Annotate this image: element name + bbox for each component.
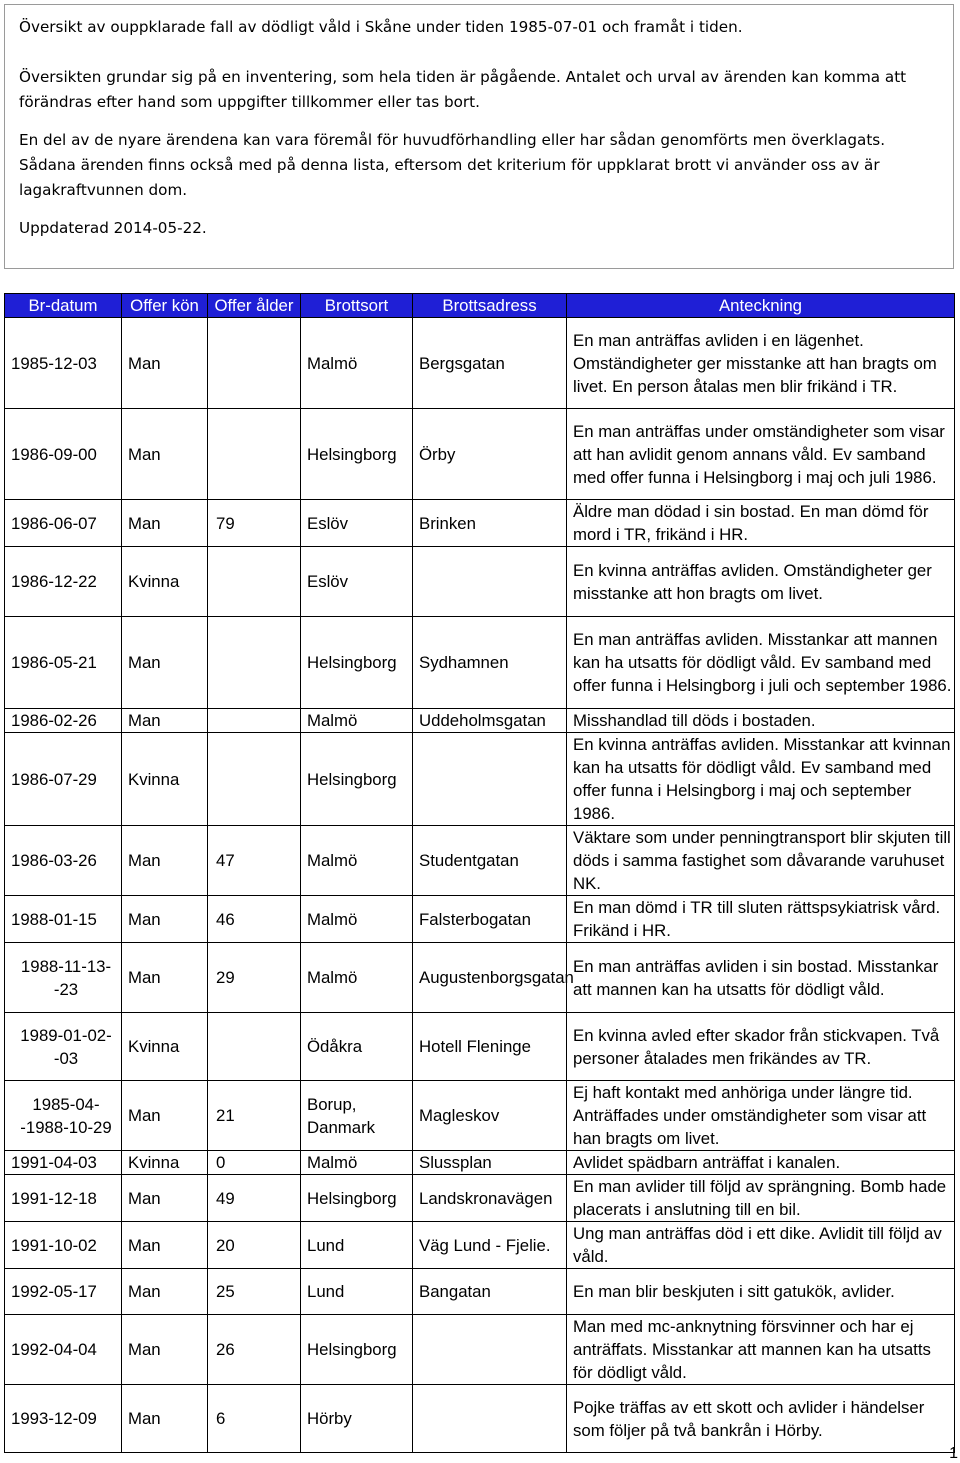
cell-note: Pojke träffas av ett skott och avlider i händelser som följer på två bankrån i Hörby. bbox=[567, 1385, 955, 1453]
table-row bbox=[5, 826, 955, 896]
cell-address: Slussplan bbox=[413, 1151, 567, 1175]
cell-date: 1991-04-03 bbox=[5, 1151, 122, 1175]
cell-date: 1985-04--1988-10-29 bbox=[5, 1081, 122, 1151]
cell-place: Helsingborg bbox=[301, 1175, 413, 1222]
cell-address bbox=[413, 1315, 567, 1385]
cell-note: Man med mc-anknytning försvinner och har ej anträffats. Misstankar att mannen kan ha utsatts för dödligt våld. bbox=[567, 1315, 955, 1385]
intro-paragraph-inventory: Översikten grundar sig på en inventering, som hela tiden är pågående. Antalet och urval av ärenden kan komma att förändras efter hand som uppgifter tillkommer eller tas bort. bbox=[19, 68, 907, 111]
cell-gender: Man bbox=[122, 1081, 208, 1151]
updated-date: Uppdaterad 2014-05-22. bbox=[19, 219, 207, 237]
cell-age: 29 bbox=[208, 943, 301, 1013]
cell-gender: Man bbox=[122, 896, 208, 943]
table-row bbox=[5, 547, 955, 617]
cell-age: 25 bbox=[208, 1269, 301, 1315]
cell-age: 0 bbox=[208, 1151, 301, 1175]
cell-address bbox=[413, 547, 567, 617]
cell-gender: Man bbox=[122, 1315, 208, 1385]
cell-place: Malmö bbox=[301, 826, 413, 896]
cell-gender: Man bbox=[122, 1269, 208, 1315]
table-row bbox=[5, 409, 955, 500]
cell-place: Helsingborg bbox=[301, 1315, 413, 1385]
cell-gender: Kvinna bbox=[122, 733, 208, 826]
table-row bbox=[5, 1175, 955, 1222]
cell-note: En kvinna avled efter skador från stickvapen. Två personer åtalades men frikändes av TR. bbox=[567, 1013, 955, 1081]
cell-address: Väg Lund - Fjelie. bbox=[413, 1222, 567, 1269]
cell-gender: Kvinna bbox=[122, 1013, 208, 1081]
cell-age bbox=[208, 617, 301, 709]
cell-gender: Man bbox=[122, 617, 208, 709]
table-row bbox=[5, 943, 955, 1013]
cell-date: 1986-07-29 bbox=[5, 733, 122, 826]
cell-date: 1988-11-13--23 bbox=[5, 943, 122, 1013]
cell-note: En man anträffas avliden. Misstankar att mannen kan ha utsatts för dödligt våld. Ev samband med offer funna i Helsingborg i juli och september 1986. bbox=[567, 617, 955, 709]
cell-place: Helsingborg bbox=[301, 409, 413, 500]
cell-date: 1986-02-26 bbox=[5, 709, 122, 733]
cell-age bbox=[208, 733, 301, 826]
cell-date: 1986-05-21 bbox=[5, 617, 122, 709]
cell-place: Helsingborg bbox=[301, 733, 413, 826]
cell-gender: Man bbox=[122, 943, 208, 1013]
table-header-row bbox=[5, 294, 955, 318]
cell-address bbox=[413, 1385, 567, 1453]
cell-place: Eslöv bbox=[301, 500, 413, 547]
cell-gender: Kvinna bbox=[122, 547, 208, 617]
cell-age bbox=[208, 547, 301, 617]
cases-table bbox=[4, 293, 955, 1453]
cell-gender: Man bbox=[122, 709, 208, 733]
table-row bbox=[5, 500, 955, 547]
cell-date: 1986-09-00 bbox=[5, 409, 122, 500]
cell-date: 1988-01-15 bbox=[5, 896, 122, 943]
page-number: 1 bbox=[949, 1445, 958, 1462]
cell-place: Malmö bbox=[301, 1151, 413, 1175]
cell-place: Malmö bbox=[301, 709, 413, 733]
cell-note: En kvinna anträffas avliden. Misstankar att kvinnan kan ha utsatts för dödligt våld. Ev samband med offer funna i Helsingborg i maj och september 1986. bbox=[567, 733, 955, 826]
cell-place: Malmö bbox=[301, 896, 413, 943]
cell-note: En man dömd i TR till sluten rättspsykiatrisk vård. Frikänd i HR. bbox=[567, 896, 955, 943]
cell-address: Bangatan bbox=[413, 1269, 567, 1315]
cell-note: Ung man anträffas död i ett dike. Avlidit till följd av våld. bbox=[567, 1222, 955, 1269]
cell-age bbox=[208, 709, 301, 733]
cell-note: En kvinna anträffas avliden. Omständigheter ger misstanke att hon bragts om livet. bbox=[567, 547, 955, 617]
cell-age: 26 bbox=[208, 1315, 301, 1385]
cell-date: 1992-05-17 bbox=[5, 1269, 122, 1315]
table-row bbox=[5, 1385, 955, 1453]
document-title: Översikt av ouppklarade fall av dödligt våld i Skåne under tiden 1985-07-01 och framåt i tiden. bbox=[19, 18, 743, 36]
cell-address: Hotell Fleninge bbox=[413, 1013, 567, 1081]
cell-note: En man avlider till följd av sprängning. Bomb hade placerats i anslutning till en bil. bbox=[567, 1175, 955, 1222]
cell-date: 1989-01-02--03 bbox=[5, 1013, 122, 1081]
cell-date: 1986-03-26 bbox=[5, 826, 122, 896]
cell-note: En man anträffas avliden i sin bostad. Misstankar att mannen kan ha utsatts för dödligt våld. bbox=[567, 943, 955, 1013]
table-row bbox=[5, 1081, 955, 1151]
cell-age: 49 bbox=[208, 1175, 301, 1222]
header-date: Br-datum bbox=[5, 294, 122, 318]
table-row bbox=[5, 1269, 955, 1315]
header-gender: Offer kön bbox=[122, 294, 208, 318]
cell-place: Lund bbox=[301, 1269, 413, 1315]
cell-address: Bergsgatan bbox=[413, 318, 567, 409]
cell-address: Uddeholmsgatan bbox=[413, 709, 567, 733]
cell-date: 1985-12-03 bbox=[5, 318, 122, 409]
cell-address: Sydhamnen bbox=[413, 617, 567, 709]
cell-note: En man anträffas under omständigheter som visar att han avlidit genom annans våld. Ev samband med offer funna i Helsingborg i maj och juli 1986. bbox=[567, 409, 955, 500]
cell-gender: Man bbox=[122, 1175, 208, 1222]
cell-age: 20 bbox=[208, 1222, 301, 1269]
cell-gender: Man bbox=[122, 500, 208, 547]
cell-age: 6 bbox=[208, 1385, 301, 1453]
cell-gender: Man bbox=[122, 1222, 208, 1269]
table-row bbox=[5, 1222, 955, 1269]
header-age: Offer ålder bbox=[208, 294, 301, 318]
cell-age: 46 bbox=[208, 896, 301, 943]
table-row bbox=[5, 1151, 955, 1175]
cell-place: Hörby bbox=[301, 1385, 413, 1453]
cell-place: Malmö bbox=[301, 943, 413, 1013]
table-row bbox=[5, 617, 955, 709]
intro-paragraph-appeals: En del av de nyare ärendena kan vara föremål för huvudförhandling eller har sådan genomförts men överklagats. Sådana ärenden finns också med på denna lista, eftersom det kriterium för uppklarat brott vi använder oss av är lagakraftvunnen dom. bbox=[19, 131, 886, 199]
cell-address: Brinken bbox=[413, 500, 567, 547]
cell-note: Äldre man dödad i sin bostad. En man dömd för mord i TR, frikänd i HR. bbox=[567, 500, 955, 547]
cell-address bbox=[413, 733, 567, 826]
cell-address: Falsterbogatan bbox=[413, 896, 567, 943]
cell-place: Malmö bbox=[301, 318, 413, 409]
cell-date: 1986-06-07 bbox=[5, 500, 122, 547]
cell-note: Ej haft kontakt med anhöriga under längre tid. Anträffades under omständigheter som visar att han bragts om livet. bbox=[567, 1081, 955, 1151]
cell-place: Helsingborg bbox=[301, 617, 413, 709]
cell-gender: Man bbox=[122, 1385, 208, 1453]
cell-age bbox=[208, 409, 301, 500]
cell-date: 1986-12-22 bbox=[5, 547, 122, 617]
table-row bbox=[5, 318, 955, 409]
table-row bbox=[5, 733, 955, 826]
cell-address: Örby bbox=[413, 409, 567, 500]
cell-address: Studentgatan bbox=[413, 826, 567, 896]
cell-gender: Man bbox=[122, 318, 208, 409]
table-row bbox=[5, 1315, 955, 1385]
table-row bbox=[5, 1013, 955, 1081]
cell-place: Borup, Danmark bbox=[301, 1081, 413, 1151]
cell-note: Misshandlad till döds i bostaden. bbox=[567, 709, 955, 733]
cell-date: 1991-12-18 bbox=[5, 1175, 122, 1222]
cell-age bbox=[208, 318, 301, 409]
cell-gender: Kvinna bbox=[122, 1151, 208, 1175]
cell-note: Avlidet spädbarn anträffat i kanalen. bbox=[567, 1151, 955, 1175]
cell-address: Augustenborgsgatan bbox=[413, 943, 567, 1013]
cell-age: 79 bbox=[208, 500, 301, 547]
cell-place: Ödåkra bbox=[301, 1013, 413, 1081]
cell-place: Lund bbox=[301, 1222, 413, 1269]
cell-note: Väktare som under penningtransport blir skjuten till döds i samma fastighet som dåvarande varuhuset NK. bbox=[567, 826, 955, 896]
cell-address: Magleskov bbox=[413, 1081, 567, 1151]
header-place: Brottsort bbox=[301, 294, 413, 318]
table-row bbox=[5, 896, 955, 943]
cell-age bbox=[208, 1013, 301, 1081]
header-note: Anteckning bbox=[567, 294, 955, 318]
cell-gender: Man bbox=[122, 826, 208, 896]
cell-date: 1993-12-09 bbox=[5, 1385, 122, 1453]
cell-date: 1992-04-04 bbox=[5, 1315, 122, 1385]
cell-gender: Man bbox=[122, 409, 208, 500]
cell-address: Landskronavägen bbox=[413, 1175, 567, 1222]
cell-note: En man anträffas avliden i en lägenhet. Omständigheter ger misstanke att han bragts om livet. En person åtalas men blir frikänd i TR. bbox=[567, 318, 955, 409]
cell-age: 47 bbox=[208, 826, 301, 896]
cell-age: 21 bbox=[208, 1081, 301, 1151]
cell-date: 1991-10-02 bbox=[5, 1222, 122, 1269]
table-row bbox=[5, 709, 955, 733]
cell-place: Eslöv bbox=[301, 547, 413, 617]
intro-box bbox=[4, 4, 954, 269]
cell-note: En man blir beskjuten i sitt gatukök, avlider. bbox=[567, 1269, 955, 1315]
header-address: Brottsadress bbox=[413, 294, 567, 318]
